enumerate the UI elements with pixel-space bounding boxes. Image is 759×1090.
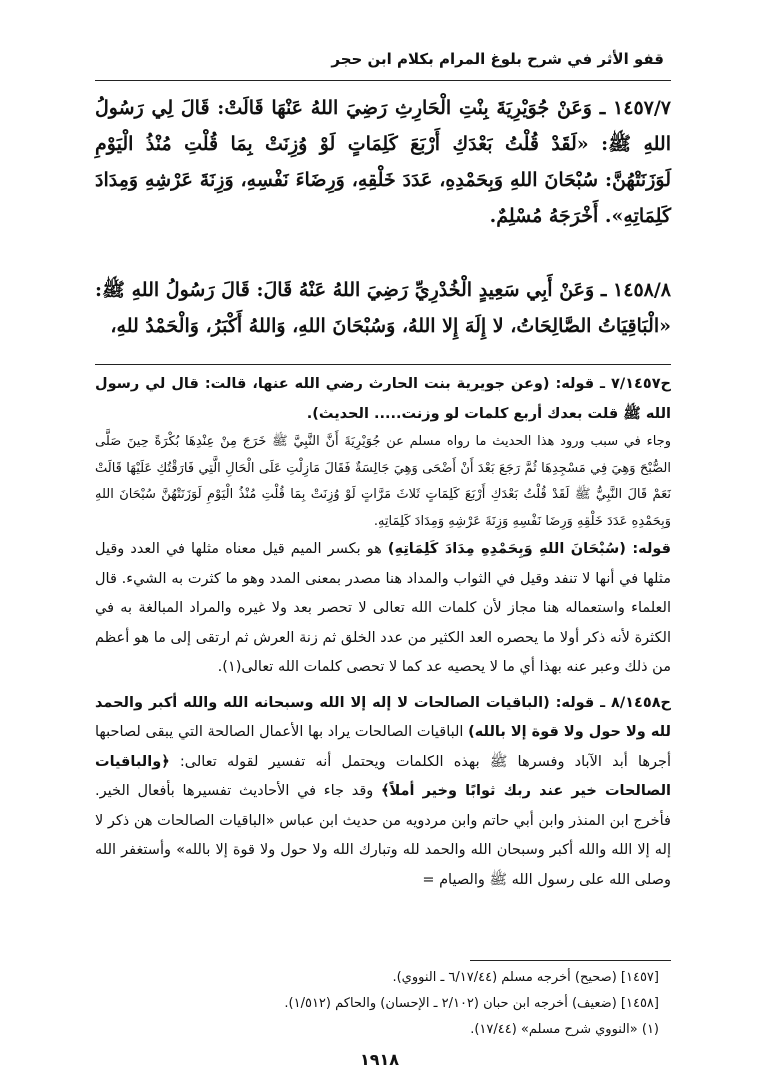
commentary-cause-paragraph: وجاء في سبب ورود هذا الحديث ما رواه مسلم عن جُوَيْرِيَةَ أَنَّ النَّبِيَّ ﷺ خَرَجَ مِنْ عِنْدِهَا بُكْرَةً حِينَ صَلَّى الصُّبْحَ وَهِيَ فِي مَسْجِدِهَا ثُمَّ رَجَعَ بَعْدَ أَنْ أَضْحَى وَهِيَ جَالِسَةٌ فَقَالَ مَازِلْتِ عَلَى الْحَالِ الَّتِي فَارَقْتُكِ عَلَيْهَا قَالَتْ نَعَمْ قَالَ النَّبِيُّ ﷺ لَقَدْ قُلْتُ بَعْدَكِ أَرْبَعَ كَلِمَاتٍ ثَلاثَ مَرَّاتٍ لَوْ وُزِنَتْ بِمَا قُلْتِ مُنْذُ الْيَوْمِ لَوَزَنَتْهُنَّ سُبْحَانَ اللهِ وَبِحَمْدِهِ عَدَدَ خَلْقِهِ وَرِضَا نَفْسِهِ وَزِنَةَ عَرْشِهِ وَمِدَادَ كَلِمَاتِهِ.: [95, 434, 671, 529]
section-rule: [95, 364, 671, 365]
running-title: قفو الأثر في شرح بلوغ المرام بكلام ابن حجر: [331, 50, 664, 68]
quran-verse: ﴿والباقيات الصالحات خير عند ربك ثوابًا وخير أملاً﴾: [95, 753, 672, 799]
hadith-text: ١٤٥٧/٧ ـ وَعَنْ جُوَيْرِيَةَ بِنْتِ الْحَارِثِ رَضِيَ اللهُ عَنْهَا قَالَتْ: قَالَ لِي رَسُولُ اللهِ ﷺ: «لَقَدْ قُلْتُ بَعْدَكِ أَرْبَعَ كَلِمَاتٍ لَوْ وُزِنَتْ بِمَا قُلْتِ مُنْذُ الْيَوْمِ لَوَزَنَتْهُنَّ: سُبْحَانَ اللهِ وَبِحَمْدِهِ، عَدَدَ خَلْقِهِ، وَرِضَاءَ نَفْسِهِ، وَزِنَةَ عَرْشِهِ وَمِدَادَ كَلِمَاتِهِ». أَخْرَجَهُ مُسْلِمٌ.: [95, 97, 671, 227]
page-number: ١٩١٨: [359, 1050, 400, 1069]
commentary: [95, 370, 671, 895]
hadith-1458: [95, 272, 671, 344]
hadith-text: ١٤٥٨/٨ ـ وَعَنْ أَبِي سَعِيدٍ الْخُدْرِيِّ رَضِيَ اللهُ عَنْهُ قَالَ: قَالَ رَسُولُ اللهِ ﷺ: «الْبَاقِيَاتُ الصَّالِحَاتُ، لا إِلَهَ إِلا اللهُ، وَسُبْحَانَ اللهِ، وَاللهُ أَكْبَرُ، وَالْحَمْدُ للهِ،: [95, 279, 671, 337]
commentary-body-continued: وقد جاء في الأحاديث تفسيرها بأفعال الخير. فأخرج ابن المنذر وابن أبي حاتم وابن مردويه من حديث ابن عباس «الباقيات الصالحات هن ذكر لا إله إلا الله والله أكبر وسبحان الله والحمد لله وتبارك الله ولا حول ولا قوة إلا بالله» وأستغفر الله وصلى الله على رسول الله ﷺ والصيام =: [95, 783, 671, 888]
footnotes: [95, 965, 659, 1043]
commentary-paragraph-midad: [95, 535, 671, 683]
header-rule: [95, 80, 671, 81]
footnote-1458: [١٤٥٨] (ضعيف) أخرجه ابن حبان (٢/١٠٢ ـ الإحسان) والحاكم (١/٥١٢).: [284, 996, 659, 1011]
footnote-1457: [١٤٥٧] (صحيح) أخرجه مسلم (٦/١٧/٤٤ ـ النووي).: [392, 970, 659, 985]
hadith-1457: [95, 90, 671, 234]
commentary-heading-1457: ح٧/١٤٥٧ ـ قوله: (وعن جويرية بنت الحارث رضي الله عنها، قالت: قال لي رسول الله ﷺ قلت بعدك أربع كلمات لو وزنت..... الحديث).: [95, 376, 671, 422]
commentary-heading-1458: ح٨/١٤٥٨ ـ قوله: (الباقيات الصالحات لا إله إلا الله وسبحانه الله والله أكبر والحمد لله ولا حول ولا قوة إلا بالله): [95, 694, 672, 740]
commentary-body: الباقيات الصالحات يراد بها الأعمال الصالحة التي يبقى لصاحبها أجرها أبد الآباد وفسرها ﷺ بهذه الكلمات ويحتمل أنه تفسير لقوله تعالى:: [95, 724, 672, 770]
commentary-body: هو بكسر الميم قيل معناه مثلها في العدد وقيل مثلها في أنها لا تنفد وقيل في الثواب والمداد هنا مصدر بمعنى المدد وهو ما كثرت به الشيء. قال العلماء واستعماله هنا مجاز لأن كلمات الله تعالى لا تحصر بعد ولا غيره والمراد المبالغة به في الكثرة لأنه ذكر أولا ما يحصره العد الكثير من عدد الخلق ثم زنة العرش ثم ارتقى إلى ما هو أعظم من ذلك وعبر عنه بهذا أي ما لا يحصيه عد كما لا تحصى كلمات الله تعالى(١).: [95, 541, 671, 675]
footnote-rule: [470, 960, 671, 961]
footnote-1: (١) «النووي شرح مسلم» (١٧/٤٤).: [470, 1022, 659, 1037]
commentary-paragraph-1458: [95, 689, 671, 896]
commentary-label: قوله: (سُبْحَانَ اللهِ وَبِحَمْدِهِ مِدَادَ كَلِمَاتِهِ): [387, 541, 672, 557]
